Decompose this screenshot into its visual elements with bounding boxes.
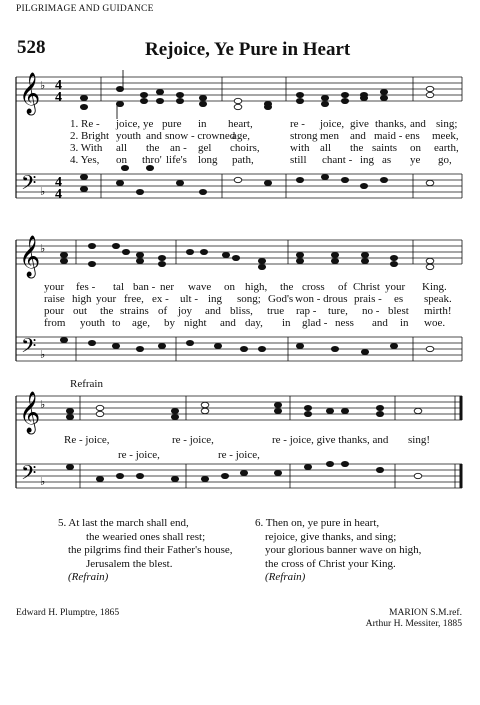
treble-notes: [66, 402, 421, 419]
treble-clef-icon: 𝄞: [19, 392, 41, 433]
flat-icon: ♭: [40, 79, 46, 92]
verse-line: Jerusalem the blest.: [86, 557, 173, 570]
verse-line: your glorious banner wave on high,: [265, 544, 422, 557]
composer-credit: Arthur H. Messiter, 1885: [365, 618, 462, 629]
bass-clef-icon: 𝄢: [21, 334, 37, 362]
bass-clef-icon: 𝄢: [21, 461, 37, 489]
bass-clef-icon: 𝄢: [21, 171, 37, 199]
treble-clef-icon: 𝄞: [19, 236, 41, 277]
refrain-cue: (Refrain): [68, 571, 109, 584]
verse-line: 5. At last the march shall end,: [58, 517, 189, 529]
hymn-number: 528: [17, 37, 46, 58]
flat-icon: ♭: [40, 398, 46, 411]
time-signature: [55, 78, 62, 202]
verse-line: the cross of Christ your King.: [265, 557, 396, 570]
section-heading: PILGRIMAGE AND GUIDANCE: [16, 4, 154, 14]
svg-text:4: 4: [55, 78, 62, 93]
bass-notes: [60, 337, 433, 354]
music-system-2: 𝄞 𝄢 ♭ ♭ your fes - tal ban - ner wave on high, the cross of Christ your King. raise high your free, ex - ult - ing song; God's won - drous prais - es speak. pour out the strains of joy and bliss, true rap - ture, no - blest mirth! from youth to age, by night and day, in glad - ness and in woe.: [0, 228, 480, 378]
verse-line: 6. Then on, ye pure in heart,: [255, 517, 380, 529]
svg-text:4: 4: [55, 175, 62, 190]
refrain-cue: (Refrain): [265, 571, 306, 584]
verse-5-block: [58, 517, 233, 585]
verse-line: the wearied ones shall rest;: [86, 530, 206, 543]
music-system-1: 𝄞 𝄢 ♭ ♭ 4 4 4 4 1. Re - joice, ye pure in heart, re - joice, give thanks, and sing; 2. Bright youth and snow - crowned age, strong men and maid - ens meek, 3. With all the an - gel choirs, with all the saints on earth, 4. Yes, on thro' life's long path, still chant - ing as ye go,: [0, 65, 480, 215]
svg-text:4: 4: [55, 90, 62, 105]
bass-notes: [66, 461, 421, 481]
verse-6-block: [255, 517, 421, 585]
verse-line: rejoice, give thanks, and sing;: [265, 530, 397, 543]
svg-text:4: 4: [55, 187, 62, 202]
tune-name: MARION S.M.ref.: [388, 607, 462, 618]
tune-credit: [366, 607, 462, 629]
treble-notes: [60, 243, 433, 269]
author-credit: Edward H. Plumptre, 1865: [16, 607, 120, 618]
flat-icon: ♭: [40, 475, 46, 488]
refrain-label: Refrain: [70, 378, 103, 390]
flat-icon: ♭: [40, 348, 46, 361]
verse-line: the pilgrims find their Father's house,: [68, 544, 233, 557]
flat-icon: ♭: [40, 185, 46, 198]
hymn-title: Rejoice, Ye Pure in Heart: [145, 39, 351, 60]
treble-clef-icon: 𝄞: [19, 73, 41, 114]
music-system-refrain: Refrain 𝄞 𝄢 ♭ ♭ Re - joice, re - joice, re - joice, give thanks, and sing! re - joice, re - joice,: [0, 378, 480, 508]
flat-icon: ♭: [40, 242, 46, 255]
